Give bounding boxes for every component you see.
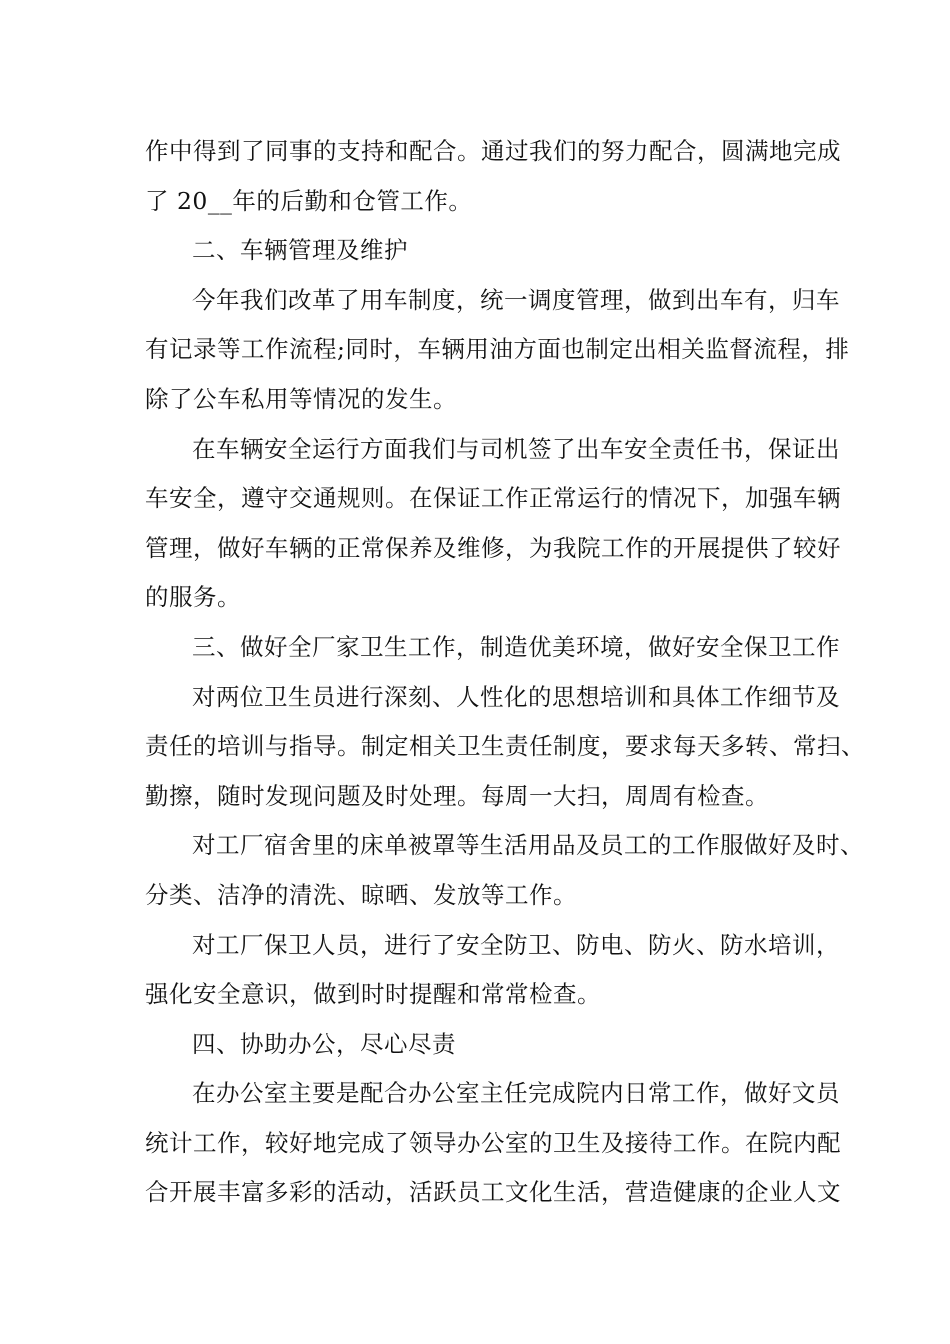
paragraph-continued [145,127,841,226]
text-line: 除了公车私用等情况的发生。 [145,384,457,413]
text-line: 管理，做好车辆的正常保养及维修，为我院工作的开展提供了较好 [145,533,841,562]
text-line: 的服务。 [145,583,241,612]
text-line: 对两位卫生员进行深刻、人性化的思想培训和具体工作细节及 [192,682,840,711]
paragraph-vehicle-reform [145,276,850,425]
text-line: 责任的培训与指导。制定相关卫生责任制度，要求每天多转、常扫、 [145,732,865,761]
document-body [145,127,865,1218]
text-line: 车安全，遵守交通规则。在保证工作正常运行的情况下，加强车辆 [145,484,841,513]
text-line: 今年我们改革了用车制度，统一调度管理，做到出车有，归车 [192,285,840,314]
text-line: 了 20__年的后勤和仓管工作。 [145,186,473,215]
section-heading-office-assistance [145,1020,815,1070]
section-heading-sanitation [145,623,840,673]
text-line: 统计工作，较好地完成了领导办公室的卫生及接待工作。在院内配 [145,1128,841,1157]
text-line: 对工厂保卫人员，进行了安全防卫、防电、防火、防水培训， [192,930,840,959]
text-line: 在车辆安全运行方面我们与司机签了出车安全责任书，保证出 [192,434,840,463]
text-line: 勤擦，随时发现问题及时处理。每周一大扫，周周有检查。 [145,781,769,810]
text-line: 分类、洁净的清洗、晾晒、发放等工作。 [145,880,577,909]
heading-text: 三、做好全厂家卫生工作，制造优美环境，做好安全保卫工作 [192,632,840,661]
paragraph-vehicle-safety [145,425,841,623]
text-line: 对工厂宿舍里的床单被罩等生活用品及员工的工作服做好及时、 [192,831,864,860]
text-line: 在办公室主要是配合办公室主任完成院内日常工作，做好文员 [192,1079,840,1108]
paragraph-cleaner-training [145,673,865,822]
heading-text: 二、车辆管理及维护 [192,236,408,265]
text-line: 作中得到了同事的支持和配合。通过我们的努力配合，圆满地完成 [145,137,841,165]
text-line: 有记录等工作流程;同时，车辆用油方面也制定出相关监督流程，排 [145,335,850,364]
text-line: 合开展丰富多彩的活动，活跃员工文化生活，营造健康的企业人文 [145,1178,841,1207]
paragraph-dormitory-laundry [145,821,864,920]
text-line: 强化安全意识，做到时时提醒和常常检查。 [145,980,601,1009]
paragraph-office-work [145,1069,841,1218]
section-heading-vehicle-management [145,226,815,276]
paragraph-security-training [145,921,840,1020]
heading-text: 四、协助办公，尽心尽责 [192,1029,456,1058]
